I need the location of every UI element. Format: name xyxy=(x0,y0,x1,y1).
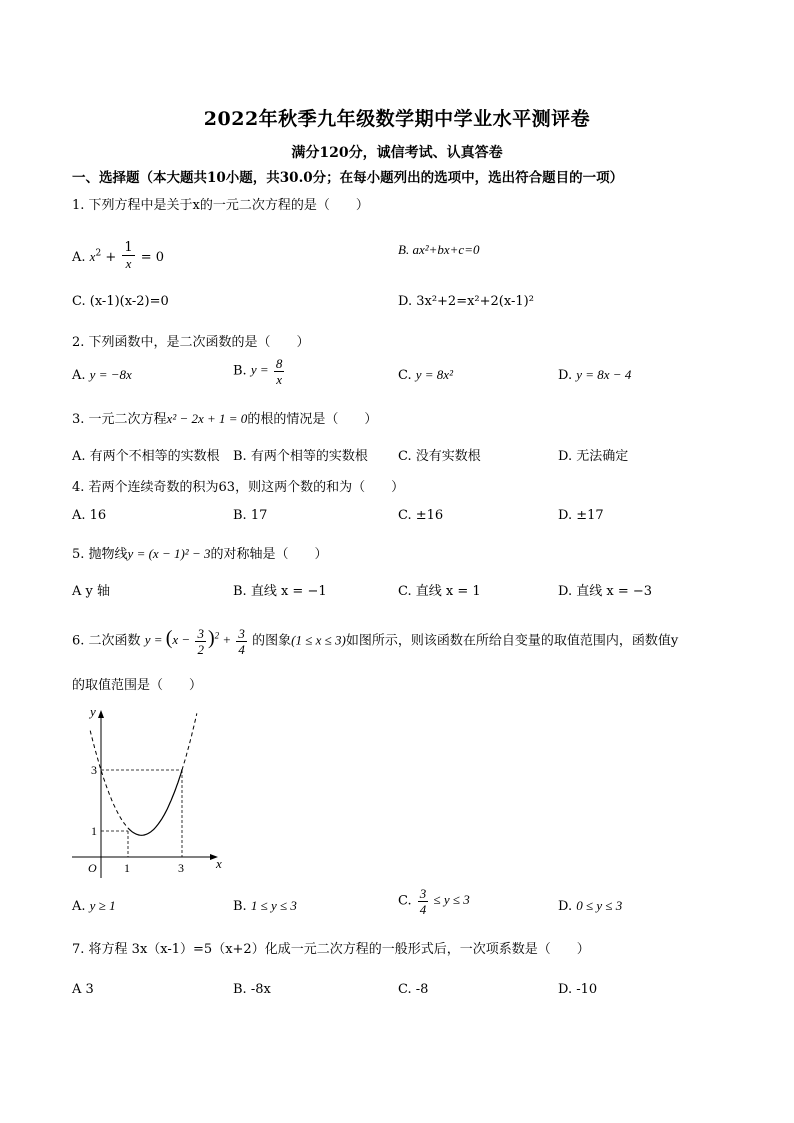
q3-option-b: B. 有两个相等的实数根 xyxy=(233,449,368,464)
q7-option-b: B. -8x xyxy=(233,982,271,997)
q6-option-d xyxy=(558,898,622,914)
q3-option-c: C. 没有实数根 xyxy=(398,449,481,464)
q6-stem-mid: 的图象 xyxy=(252,633,292,649)
question-6-stem-line2: 的取值范围是（ ） xyxy=(72,678,203,693)
q2-option-d-math: y = 8x − 4 xyxy=(576,367,632,382)
q5-option-c: C. 直线 x = 1 xyxy=(398,584,481,599)
tick-y3: 3 xyxy=(91,763,97,777)
q2-option-b-math: y = $\frac{8}{x}$ xyxy=(250,356,283,387)
parabola-graph xyxy=(66,700,236,880)
q5-option-b: B. 直线 x = −1 xyxy=(233,584,327,599)
q5-stem-pre: 5. 抛物线 xyxy=(72,547,128,562)
q3-option-d: D. 无法确定 xyxy=(558,449,629,464)
page-title: 2022年秋季九年级数学期中学业水平测评卷 xyxy=(203,108,591,130)
q2-option-b xyxy=(233,356,286,387)
q2-option-b-label: B. xyxy=(233,363,247,379)
q6-option-b-label: B. xyxy=(233,899,247,914)
q5-stem-math: y = (x − 1)² − 3 xyxy=(127,546,211,561)
question-2-stem: 2. 下列函数中，是二次函数的是（ ） xyxy=(72,335,310,350)
q3-stem-post: 的根的情况是（ ） xyxy=(247,412,378,427)
q1-option-a xyxy=(72,242,164,273)
q6-option-b-math: 1 ≤ y ≤ 3 xyxy=(250,898,297,913)
q4-option-c: C. ±16 xyxy=(398,508,444,523)
y-axis-arrow xyxy=(98,710,104,718)
q5-stem-post: 的对称轴是（ ） xyxy=(210,547,328,562)
q1-option-a-label: A. xyxy=(72,250,86,265)
q2-option-a-math: y = −8x xyxy=(89,367,132,382)
q6-option-b xyxy=(233,898,297,914)
q3-option-a: A. 有两个不相等的实数根 xyxy=(72,449,220,464)
q1-option-a-math: $x^2$ + $\frac{1}{x}$ = 0 xyxy=(89,240,165,271)
q6-option-c xyxy=(398,886,470,917)
q2-option-d xyxy=(558,367,631,383)
origin-label: O xyxy=(88,861,97,875)
q6-option-c-math: $\frac{3}{4}$ ≤ y ≤ 3 xyxy=(419,886,470,917)
question-5-stem xyxy=(72,543,327,562)
q4-option-d: D. ±17 xyxy=(558,508,604,523)
tick-y1: 1 xyxy=(91,824,97,838)
question-4-stem: 4. 若两个连续奇数的积为63，则这两个数的和为（ ） xyxy=(72,480,405,495)
q5-option-d: D. 直线 x = −3 xyxy=(558,584,653,599)
q6-option-c-label: C. xyxy=(398,893,412,909)
q2-option-c-label: C. xyxy=(398,368,412,383)
q1-option-d: D. 3x²+2=x²+2(x-1)² xyxy=(398,294,534,309)
q3-stem-math: x² − 2x + 1 = 0 xyxy=(166,411,248,426)
question-3-stem xyxy=(72,408,377,427)
tick-x1: 1 xyxy=(124,861,130,875)
q1-option-b: B. ax²+bx+c=0 xyxy=(398,242,480,257)
x-axis-label: x xyxy=(216,856,222,871)
q6-stem-range: (1 ≤ x ≤ 3) xyxy=(291,632,346,648)
q2-option-d-label: D. xyxy=(558,368,573,383)
q4-option-a: A. 16 xyxy=(72,508,107,523)
page-subtitle: 满分120分，诚信考试、认真答卷 xyxy=(291,145,503,161)
q6-stem-pre: 6. 二次函数 xyxy=(72,633,141,649)
curve-solid xyxy=(128,770,182,835)
q1-option-c: C. (x-1)(x-2)=0 xyxy=(72,294,169,309)
q2-option-a xyxy=(72,367,132,383)
question-6-stem xyxy=(72,626,678,657)
q7-option-c: C. -8 xyxy=(398,982,429,997)
y-axis-label: y xyxy=(90,704,96,719)
q7-option-d: D. -10 xyxy=(558,982,598,997)
curve-dashed-left xyxy=(90,731,128,828)
q6-option-d-label: D. xyxy=(558,899,573,914)
q6-option-a-label: A. xyxy=(72,899,86,914)
q3-stem-pre: 3. 一元二次方程 xyxy=(72,412,167,427)
q2-option-a-label: A. xyxy=(72,368,86,383)
q7-option-a: A 3 xyxy=(72,982,94,997)
q2-option-c-math: y = 8x² xyxy=(415,367,453,382)
q6-option-a xyxy=(72,898,116,914)
question-1-stem: 1. 下列方程中是关于x的一元二次方程的是（ ） xyxy=(72,198,369,213)
q6-option-a-math: y ≥ 1 xyxy=(89,898,116,913)
q6-option-d-math: 0 ≤ y ≤ 3 xyxy=(576,898,623,913)
q6-stem-post: 如图所示，则该函数在所给自变量的取值范围内，函数值y xyxy=(345,633,679,649)
q4-option-b: B. 17 xyxy=(233,508,268,523)
tick-x3: 3 xyxy=(178,861,184,875)
question-7-stem: 7. 将方程 3x（x-1）=5（x+2）化成一元二次方程的一般形式后，一次项系数是（ ） xyxy=(72,942,590,957)
section-heading: 一、选择题（本大题共10小题，共30.0分；在每小题列出的选项中，选出符合题目的一项） xyxy=(72,170,624,186)
curve-dashed-right xyxy=(182,713,197,770)
q6-stem-math: y = (x − $\frac{3}{2}$ )$^2$ + $\frac{3}{4}$ xyxy=(144,626,245,657)
q5-option-a: A y 轴 xyxy=(72,584,110,599)
q2-option-c xyxy=(398,367,453,383)
